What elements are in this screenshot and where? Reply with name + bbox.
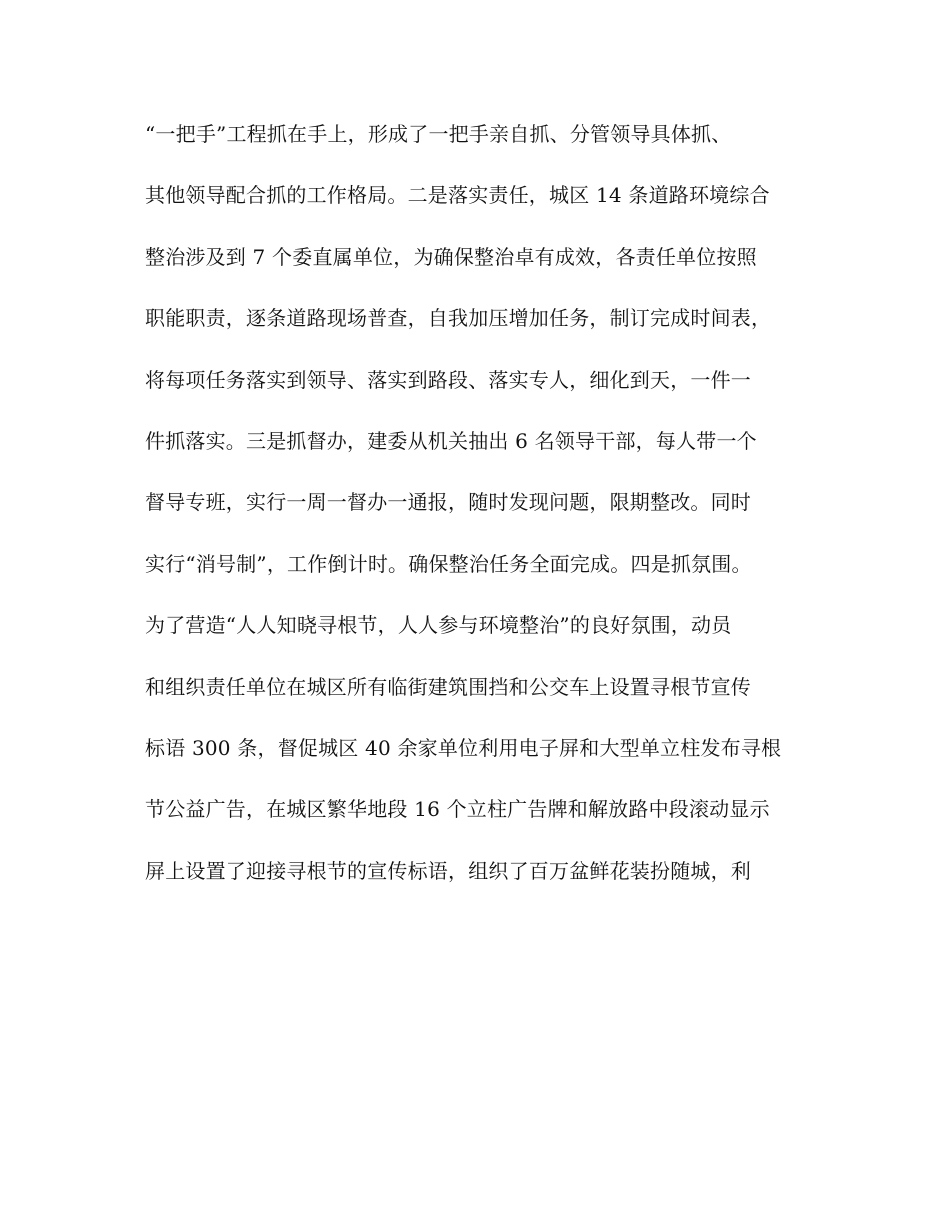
text-line-2: 其他领导配合抓的工作格局。二是落实责任，城区 14 条道路环境综合 xyxy=(145,183,770,208)
text-line-4: 职能职责，逐条道路现场普查，自我加压增加任务，制订完成时间表， xyxy=(145,306,772,331)
body-text xyxy=(145,116,815,914)
text-line-3: 整治涉及到 7 个委直属单位，为确保整治卓有成效，各责任单位按照 xyxy=(145,244,757,269)
text-line-11: 标语 300 条，督促城区 40 余家单位利用电子屏和大型单立柱发布寻根 xyxy=(145,735,782,760)
text-line-1: “一把手”工程抓在手上，形成了一把手亲自抓、分管领导具体抓、 xyxy=(145,122,732,146)
text-line-6: 件抓落实。三是抓督办，建委从机关抽出 6 名领导干部，每人带一个 xyxy=(145,428,757,453)
text-line-7: 督导专班，实行一周一督办一通报，随时发现问题，限期整改。同时 xyxy=(145,490,751,515)
text-line-5: 将每项任务落实到领导、落实到路段、落实专人，细化到天，一件一 xyxy=(145,367,751,392)
text-line-9: 为了营造“人人知晓寻根节，人人参与环境整治”的良好氛围，动员 xyxy=(145,613,732,638)
text-line-13: 屏上设置了迎接寻根节的宣传标语，组织了百万盆鲜花装扮随城，利 xyxy=(145,858,751,883)
text-line-12: 节公益广告，在城区繁华地段 16 个立柱广告牌和解放路中段滚动显示 xyxy=(145,797,770,822)
text-line-8: 实行“消号制”，工作倒计时。确保整治任务全面完成。四是抓氛围。 xyxy=(145,551,752,576)
text-line-10: 和组织责任单位在城区所有临街建筑围挡和公交车上设置寻根节宣传 xyxy=(145,674,751,699)
